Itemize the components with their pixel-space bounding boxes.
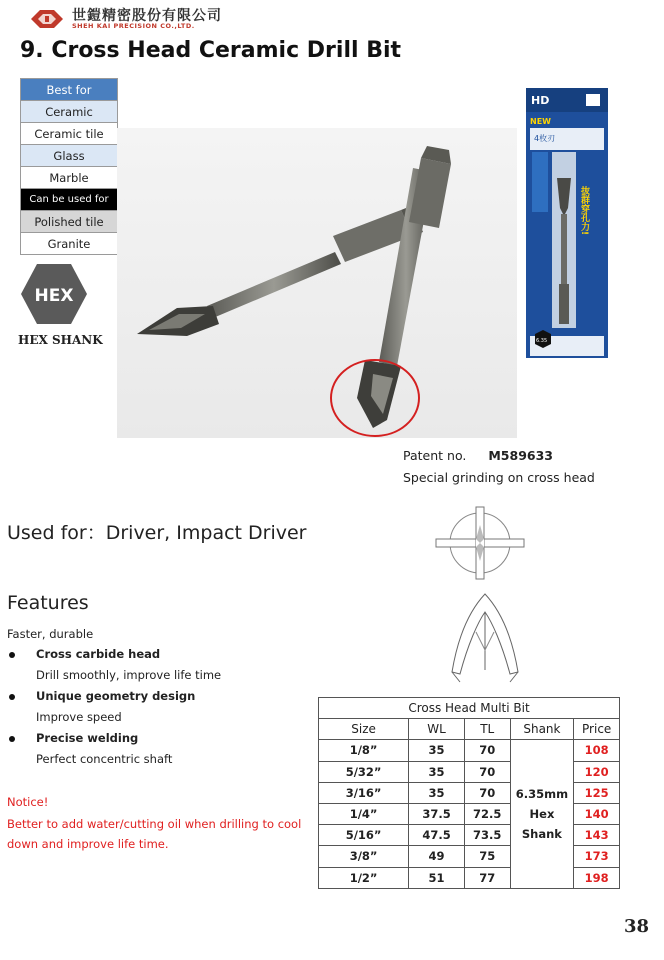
feature-title: Cross carbide head xyxy=(36,647,161,661)
tl-cell: 70 xyxy=(464,740,510,761)
hex-badge-text: HEX xyxy=(34,286,74,306)
features-heading: Features xyxy=(7,592,89,614)
notice-body: Better to add water/cutting oil when drilling to cool down and improve life time. xyxy=(7,817,302,851)
column-header-shank: Shank xyxy=(510,719,574,740)
drill-bits-photo xyxy=(117,128,517,438)
company-name-chinese: 世鎧精密股份有限公司 xyxy=(72,8,222,24)
material-item: Marble xyxy=(21,167,118,189)
column-header-size: Size xyxy=(319,719,409,740)
feature-detail: Perfect concentric shaft xyxy=(36,752,173,766)
feature-title: Precise welding xyxy=(36,731,139,745)
column-header-tl: TL xyxy=(464,719,510,740)
spec-table-caption: Cross Head Multi Bit xyxy=(319,698,620,719)
package-new-tag: NEW xyxy=(530,117,551,126)
size-cell: 5/32” xyxy=(319,761,409,782)
price-cell: 198 xyxy=(574,867,620,888)
hexagon-icon xyxy=(20,260,88,328)
tl-cell: 77 xyxy=(464,867,510,888)
bullet-icon xyxy=(9,736,15,742)
tl-cell: 70 xyxy=(464,761,510,782)
feature-title: Unique geometry design xyxy=(36,689,196,703)
wl-cell: 35 xyxy=(409,740,465,761)
size-cell: 1/4” xyxy=(319,803,409,824)
bullet-icon xyxy=(9,652,15,658)
shank-type: Hex xyxy=(529,807,555,822)
wl-cell: 37.5 xyxy=(409,803,465,824)
size-cell: 3/16” xyxy=(319,782,409,803)
page-title: 9. Cross Head Ceramic Drill Bit xyxy=(20,38,402,63)
material-list xyxy=(20,78,118,255)
package-badge: HD xyxy=(531,94,550,107)
shank-word: Shank xyxy=(521,827,562,842)
company-logo xyxy=(28,8,66,30)
material-item: Ceramic tile xyxy=(21,123,118,145)
tl-cell: 73.5 xyxy=(464,825,510,846)
patent-number: M589633 xyxy=(488,448,553,463)
can-be-used-header: Can be used for xyxy=(21,189,118,211)
price-cell: 173 xyxy=(574,846,620,867)
material-item: Polished tile xyxy=(21,211,118,233)
price-cell: 140 xyxy=(574,803,620,824)
table-row xyxy=(319,740,620,761)
tl-cell: 75 xyxy=(464,846,510,867)
feature-detail: Drill smoothly, improve life time xyxy=(36,668,222,682)
wl-cell: 51 xyxy=(409,867,465,888)
patent-label: Patent no. xyxy=(403,448,467,463)
table-row xyxy=(319,846,620,867)
package-headline: 抜群穿孔力! xyxy=(579,186,589,236)
price-cell: 125 xyxy=(574,782,620,803)
wl-cell: 35 xyxy=(409,782,465,803)
cross-head-top-view xyxy=(430,505,530,585)
package-type: 4枚刃 xyxy=(534,134,556,143)
table-row xyxy=(319,803,620,824)
spec-table xyxy=(318,697,620,889)
best-for-header: Best for xyxy=(21,79,118,101)
product-package xyxy=(526,88,608,358)
table-row xyxy=(319,867,620,888)
size-cell: 3/8” xyxy=(319,846,409,867)
used-for-heading: Used for：Driver, Impact Driver xyxy=(7,522,307,544)
price-cell: 143 xyxy=(574,825,620,846)
company-name-english: SHEH KAI PRECISION CO.,LTD. xyxy=(72,22,195,30)
size-cell: 5/16” xyxy=(319,825,409,846)
grinding-note: Special grinding on cross head xyxy=(403,470,595,485)
column-header-price: Price xyxy=(574,719,620,740)
column-header-wl: WL xyxy=(409,719,465,740)
notice-heading: Notice! xyxy=(7,795,49,809)
table-row xyxy=(319,761,620,782)
tl-cell: 72.5 xyxy=(464,803,510,824)
table-row xyxy=(319,825,620,846)
wl-cell: 49 xyxy=(409,846,465,867)
price-cell: 120 xyxy=(574,761,620,782)
shank-size: 6.35mm xyxy=(515,787,569,802)
page-number: 38 xyxy=(624,916,650,937)
material-item: Granite xyxy=(21,233,118,255)
price-cell: 108 xyxy=(574,740,620,761)
material-item: Ceramic xyxy=(21,101,118,123)
package-shank-size: 6.35 xyxy=(536,338,548,344)
table-row xyxy=(319,782,620,803)
wl-cell: 35 xyxy=(409,761,465,782)
shank-cell xyxy=(510,740,574,888)
cross-head-side-view xyxy=(440,592,530,684)
bullet-icon xyxy=(9,694,15,700)
feature-detail: Improve speed xyxy=(36,710,122,724)
hex-shank-label: HEX SHANK xyxy=(18,333,103,347)
material-item: Glass xyxy=(21,145,118,167)
size-cell: 1/2” xyxy=(319,867,409,888)
wl-cell: 47.5 xyxy=(409,825,465,846)
size-cell: 1/8” xyxy=(319,740,409,761)
features-intro: Faster, durable xyxy=(7,627,94,641)
patent-line xyxy=(403,448,553,463)
tl-cell: 70 xyxy=(464,782,510,803)
